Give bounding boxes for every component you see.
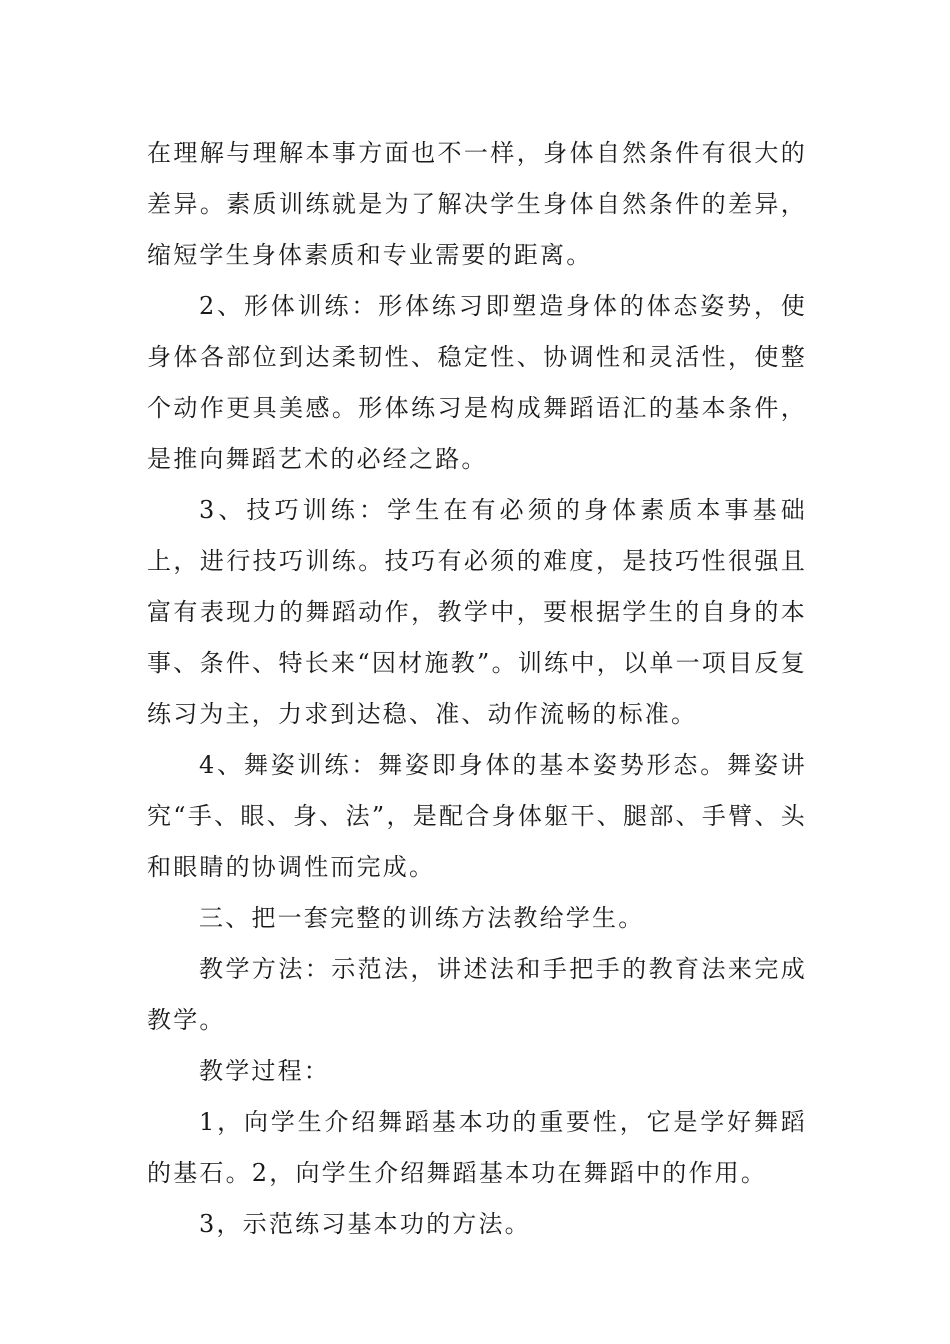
paragraph-process-steps: 1，向学生介绍舞蹈基本功的重要性，它是学好舞蹈的基石。2，向学生介绍舞蹈基本功在舞蹈中的作用。 (147, 1108, 807, 1187)
document-body (147, 128, 807, 1250)
paragraph-shape-training: 2、形体训练：形体练习即塑造身体的体态姿势，使身体各部位到达柔韧性、稳定性、协调性和灵活性，使整个动作更具美感。形体练习是构成舞蹈语汇的基本条件，是推向舞蹈艺术的必经之路。 (147, 292, 807, 473)
paragraph-posture-training: 4、舞姿训练：舞姿即身体的基本姿势形态。舞姿讲究“手、眼、身、法”，是配合身体躯干、腿部、手臂、头和眼睛的协调性而完成。 (147, 751, 807, 881)
paragraph-process-step-three: 3，示范练习基本功的方法。 (199, 1210, 531, 1238)
paragraph-skill-training: 3、技巧训练：学生在有必须的身体素质本事基础上，进行技巧训练。技巧有必须的难度，是技巧性很强且富有表现力的舞蹈动作，教学中，要根据学生的自身的本事、条件、特长来“因材施教”。训练中，以单一项目反复练习为主，力求到达稳、准、动作流畅的标准。 (147, 496, 807, 728)
paragraph-section-three: 三、把一套完整的训练方法教给学生。 (199, 904, 645, 932)
paragraph-continuation: 在理解与理解本事方面也不一样，身体自然条件有很大的差异。素质训练就是为了解决学生身体自然条件的差异，缩短学生身体素质和专业需要的距离。 (147, 139, 807, 269)
paragraph-teaching-process-heading: 教学过程： (199, 1057, 330, 1085)
paragraph-teaching-method: 教学方法：示范法，讲述法和手把手的教育法来完成教学。 (147, 955, 807, 1034)
